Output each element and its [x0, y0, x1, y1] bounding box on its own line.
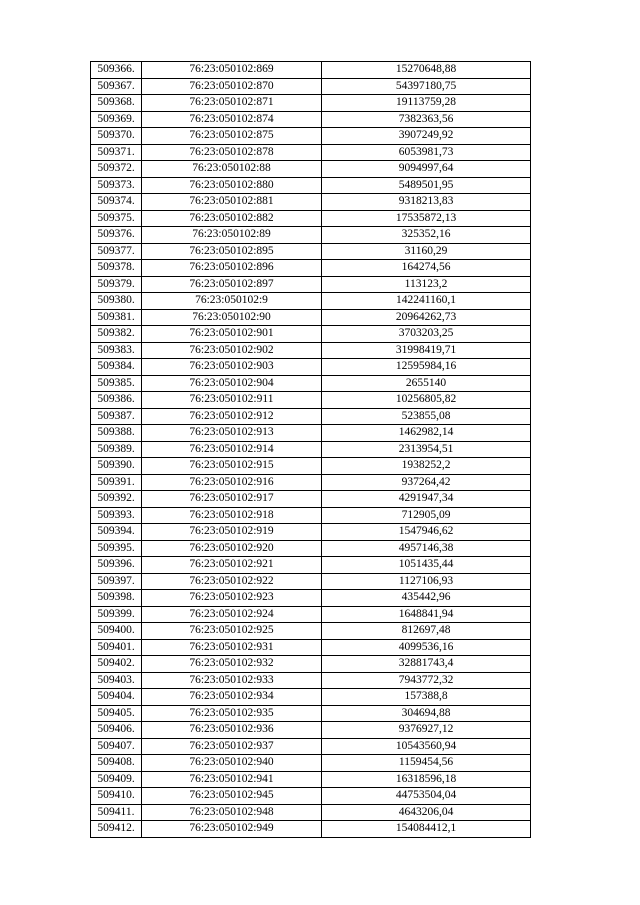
cadastral-value-cell: 154084412,1 [322, 821, 531, 838]
cadastral-value-cell: 4099536,16 [322, 639, 531, 656]
row-number-cell: 509391. [91, 474, 142, 491]
cadastral-value-cell: 1462982,14 [322, 425, 531, 442]
table-row [91, 425, 531, 442]
cadastral-value-cell: 9318213,83 [322, 194, 531, 211]
table-row [91, 375, 531, 392]
row-number-cell: 509367. [91, 78, 142, 95]
table-row [91, 144, 531, 161]
row-number-cell: 509371. [91, 144, 142, 161]
table-row [91, 821, 531, 838]
row-number-cell: 509404. [91, 689, 142, 706]
cadastral-value-cell: 16318596,18 [322, 771, 531, 788]
cadastral-number-cell: 76:23:050102:9 [142, 293, 322, 310]
row-number-cell: 509373. [91, 177, 142, 194]
table-row [91, 326, 531, 343]
cadastral-number-cell: 76:23:050102:871 [142, 95, 322, 112]
table-row [91, 738, 531, 755]
row-number-cell: 509370. [91, 128, 142, 145]
cadastral-value-cell: 20964262,73 [322, 309, 531, 326]
table-row [91, 177, 531, 194]
cadastral-value-cell: 4643206,04 [322, 804, 531, 821]
row-number-cell: 509393. [91, 507, 142, 524]
table-row [91, 111, 531, 128]
row-number-cell: 509395. [91, 540, 142, 557]
row-number-cell: 509381. [91, 309, 142, 326]
row-number-cell: 509398. [91, 590, 142, 607]
cadastral-value-cell: 54397180,75 [322, 78, 531, 95]
row-number-cell: 509400. [91, 623, 142, 640]
row-number-cell: 509369. [91, 111, 142, 128]
cadastral-value-cell: 157388,8 [322, 689, 531, 706]
row-number-cell: 509377. [91, 243, 142, 260]
table-row [91, 573, 531, 590]
table-row [91, 755, 531, 772]
table-row [91, 78, 531, 95]
table-row [91, 342, 531, 359]
cadastral-number-cell: 76:23:050102:931 [142, 639, 322, 656]
row-number-cell: 509399. [91, 606, 142, 623]
cadastral-number-cell: 76:23:050102:923 [142, 590, 322, 607]
cadastral-value-cell: 17535872,13 [322, 210, 531, 227]
cadastral-value-cell: 31160,29 [322, 243, 531, 260]
table-row [91, 260, 531, 277]
cadastral-number-cell: 76:23:050102:940 [142, 755, 322, 772]
row-number-cell: 509384. [91, 359, 142, 376]
cadastral-number-cell: 76:23:050102:935 [142, 705, 322, 722]
table-row [91, 557, 531, 574]
table-row [91, 639, 531, 656]
row-number-cell: 509368. [91, 95, 142, 112]
cadastral-number-cell: 76:23:050102:901 [142, 326, 322, 343]
table-row [91, 524, 531, 541]
row-number-cell: 509372. [91, 161, 142, 178]
cadastral-number-cell: 76:23:050102:948 [142, 804, 322, 821]
cadastral-number-cell: 76:23:050102:917 [142, 491, 322, 508]
cadastral-number-cell: 76:23:050102:875 [142, 128, 322, 145]
cadastral-value-cell: 3703203,25 [322, 326, 531, 343]
row-number-cell: 509378. [91, 260, 142, 277]
cadastral-number-cell: 76:23:050102:913 [142, 425, 322, 442]
cadastral-value-cell: 435442,96 [322, 590, 531, 607]
cadastral-value-cell: 325352,16 [322, 227, 531, 244]
table-row [91, 474, 531, 491]
cadastral-value-cell: 1547946,62 [322, 524, 531, 541]
cadastral-number-cell: 76:23:050102:925 [142, 623, 322, 640]
table-body [91, 62, 531, 838]
row-number-cell: 509411. [91, 804, 142, 821]
cadastral-value-cell: 44753504,04 [322, 788, 531, 805]
cadastral-number-cell: 76:23:050102:90 [142, 309, 322, 326]
row-number-cell: 509392. [91, 491, 142, 508]
cadastral-value-cell: 812697,48 [322, 623, 531, 640]
cadastral-number-cell: 76:23:050102:932 [142, 656, 322, 673]
cadastral-value-cell: 1051435,44 [322, 557, 531, 574]
cadastral-number-cell: 76:23:050102:882 [142, 210, 322, 227]
cadastral-value-cell: 12595984,16 [322, 359, 531, 376]
row-number-cell: 509386. [91, 392, 142, 409]
table-row [91, 722, 531, 739]
cadastral-number-cell: 76:23:050102:870 [142, 78, 322, 95]
cadastral-value-cell: 304694,88 [322, 705, 531, 722]
row-number-cell: 509375. [91, 210, 142, 227]
cadastral-value-cell: 10256805,82 [322, 392, 531, 409]
cadastral-value-cell: 1938252,2 [322, 458, 531, 475]
cadastral-number-cell: 76:23:050102:897 [142, 276, 322, 293]
cadastral-value-cell: 19113759,28 [322, 95, 531, 112]
table-row [91, 672, 531, 689]
table-row [91, 804, 531, 821]
cadastral-value-cell: 113123,2 [322, 276, 531, 293]
table-row [91, 309, 531, 326]
cadastral-number-cell: 76:23:050102:912 [142, 408, 322, 425]
table-row [91, 276, 531, 293]
cadastral-number-cell: 76:23:050102:916 [142, 474, 322, 491]
row-number-cell: 509388. [91, 425, 142, 442]
cadastral-value-cell: 164274,56 [322, 260, 531, 277]
cadastral-value-cell: 9094997,64 [322, 161, 531, 178]
cadastral-value-cell: 3907249,92 [322, 128, 531, 145]
row-number-cell: 509407. [91, 738, 142, 755]
table-row [91, 590, 531, 607]
table-row [91, 392, 531, 409]
cadastral-value-cell: 31998419,71 [322, 342, 531, 359]
cadastral-value-cell: 15270648,88 [322, 62, 531, 79]
cadastral-number-cell: 76:23:050102:88 [142, 161, 322, 178]
cadastral-number-cell: 76:23:050102:933 [142, 672, 322, 689]
cadastral-value-cell: 523855,08 [322, 408, 531, 425]
cadastral-value-cell: 2655140 [322, 375, 531, 392]
cadastral-value-cell: 1159454,56 [322, 755, 531, 772]
cadastral-number-cell: 76:23:050102:921 [142, 557, 322, 574]
table-row [91, 606, 531, 623]
cadastral-number-cell: 76:23:050102:949 [142, 821, 322, 838]
cadastral-value-cell: 6053981,73 [322, 144, 531, 161]
table-row [91, 161, 531, 178]
cadastral-number-cell: 76:23:050102:945 [142, 788, 322, 805]
cadastral-number-cell: 76:23:050102:936 [142, 722, 322, 739]
cadastral-number-cell: 76:23:050102:934 [142, 689, 322, 706]
row-number-cell: 509379. [91, 276, 142, 293]
row-number-cell: 509408. [91, 755, 142, 772]
table-row [91, 408, 531, 425]
row-number-cell: 509397. [91, 573, 142, 590]
row-number-cell: 509396. [91, 557, 142, 574]
table-row [91, 458, 531, 475]
cadastral-value-cell: 4957146,38 [322, 540, 531, 557]
cadastral-number-cell: 76:23:050102:902 [142, 342, 322, 359]
row-number-cell: 509389. [91, 441, 142, 458]
cadastral-number-cell: 76:23:050102:914 [142, 441, 322, 458]
cadastral-value-cell: 1648841,94 [322, 606, 531, 623]
row-number-cell: 509402. [91, 656, 142, 673]
row-number-cell: 509376. [91, 227, 142, 244]
row-number-cell: 509409. [91, 771, 142, 788]
table-row [91, 95, 531, 112]
row-number-cell: 509394. [91, 524, 142, 541]
cadastral-value-cell: 32881743,4 [322, 656, 531, 673]
table-row [91, 243, 531, 260]
cadastral-value-table [90, 61, 531, 838]
cadastral-number-cell: 76:23:050102:918 [142, 507, 322, 524]
table-row [91, 62, 531, 79]
cadastral-value-cell: 4291947,34 [322, 491, 531, 508]
table-row [91, 128, 531, 145]
cadastral-value-cell: 7382363,56 [322, 111, 531, 128]
cadastral-value-cell: 142241160,1 [322, 293, 531, 310]
cadastral-value-cell: 9376927,12 [322, 722, 531, 739]
cadastral-number-cell: 76:23:050102:896 [142, 260, 322, 277]
cadastral-number-cell: 76:23:050102:881 [142, 194, 322, 211]
cadastral-number-cell: 76:23:050102:880 [142, 177, 322, 194]
cadastral-number-cell: 76:23:050102:904 [142, 375, 322, 392]
cadastral-number-cell: 76:23:050102:869 [142, 62, 322, 79]
row-number-cell: 509366. [91, 62, 142, 79]
row-number-cell: 509403. [91, 672, 142, 689]
table-row [91, 656, 531, 673]
cadastral-value-cell: 5489501,95 [322, 177, 531, 194]
table-row [91, 194, 531, 211]
row-number-cell: 509380. [91, 293, 142, 310]
table-row [91, 491, 531, 508]
row-number-cell: 509383. [91, 342, 142, 359]
table-row [91, 441, 531, 458]
table-row [91, 210, 531, 227]
table-row [91, 788, 531, 805]
row-number-cell: 509387. [91, 408, 142, 425]
table-row [91, 507, 531, 524]
row-number-cell: 509390. [91, 458, 142, 475]
table-row [91, 689, 531, 706]
cadastral-number-cell: 76:23:050102:924 [142, 606, 322, 623]
cadastral-value-cell: 10543560,94 [322, 738, 531, 755]
row-number-cell: 509401. [91, 639, 142, 656]
table-row [91, 540, 531, 557]
cadastral-value-cell: 712905,09 [322, 507, 531, 524]
cadastral-number-cell: 76:23:050102:911 [142, 392, 322, 409]
cadastral-value-cell: 7943772,32 [322, 672, 531, 689]
cadastral-value-cell: 2313954,51 [322, 441, 531, 458]
row-number-cell: 509406. [91, 722, 142, 739]
cadastral-number-cell: 76:23:050102:89 [142, 227, 322, 244]
cadastral-number-cell: 76:23:050102:937 [142, 738, 322, 755]
cadastral-number-cell: 76:23:050102:903 [142, 359, 322, 376]
cadastral-number-cell: 76:23:050102:919 [142, 524, 322, 541]
table-row [91, 623, 531, 640]
table-row [91, 227, 531, 244]
row-number-cell: 509405. [91, 705, 142, 722]
row-number-cell: 509382. [91, 326, 142, 343]
cadastral-number-cell: 76:23:050102:922 [142, 573, 322, 590]
table-row [91, 359, 531, 376]
row-number-cell: 509412. [91, 821, 142, 838]
cadastral-value-cell: 1127106,93 [322, 573, 531, 590]
cadastral-number-cell: 76:23:050102:874 [142, 111, 322, 128]
row-number-cell: 509385. [91, 375, 142, 392]
row-number-cell: 509410. [91, 788, 142, 805]
cadastral-number-cell: 76:23:050102:895 [142, 243, 322, 260]
table-row [91, 771, 531, 788]
cadastral-value-cell: 937264,42 [322, 474, 531, 491]
table-row [91, 293, 531, 310]
row-number-cell: 509374. [91, 194, 142, 211]
cadastral-number-cell: 76:23:050102:941 [142, 771, 322, 788]
cadastral-number-cell: 76:23:050102:878 [142, 144, 322, 161]
cadastral-number-cell: 76:23:050102:915 [142, 458, 322, 475]
table-row [91, 705, 531, 722]
cadastral-number-cell: 76:23:050102:920 [142, 540, 322, 557]
